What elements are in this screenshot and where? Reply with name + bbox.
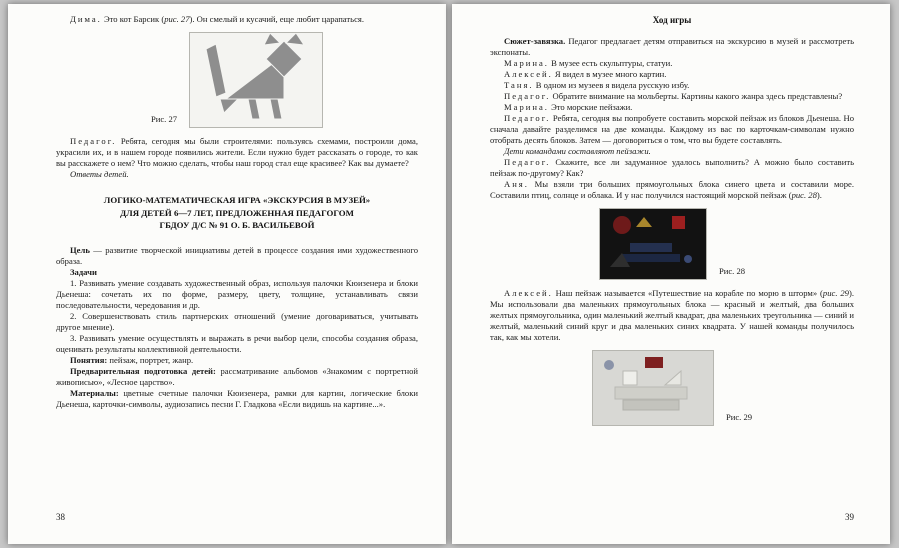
paragraph-text: пейзаж, портрет, жанр. — [107, 354, 194, 365]
paragraph-text: цветные счетные палочки Кюизенера, рамки для картин, логические блоки Дьенеша, карточки-символы, аудиозапись песни Г. Гладкова «Если видишь на картине...». — [56, 387, 418, 409]
stage-direction: Ответы детей. — [70, 169, 129, 179]
speaker-name: Педагог. — [504, 113, 551, 123]
figure-ref: рис. 28 — [791, 190, 817, 200]
paragraph-aleksey — [490, 288, 854, 343]
figure-27-caption: Рис. 27 — [150, 114, 178, 124]
paragraph-pedagog — [56, 136, 418, 169]
paragraph-materials — [56, 388, 418, 410]
heading-line: ГБДОУ Д/С № 91 О. Б. ВАСИЛЬЕВОЙ — [159, 220, 315, 230]
page-38 — [8, 4, 446, 544]
paragraph-dima — [56, 14, 418, 25]
lead-in: Понятия: — [70, 354, 108, 365]
page-39 — [452, 4, 890, 544]
page-number-39: 39 — [845, 512, 854, 522]
speaker-name: Таня. — [504, 80, 534, 90]
paragraph-text: ). Мы использовали два маленьких прямоугольных блока — красный и желтый, два больших желтых прямоугольника, один маленький желтый квадрат, два маленьких треугольника — синий и желтый, маленький синий круг и два маленьких синих квадрата. У нашей команды получилось так, как мы хотели. — [490, 288, 854, 342]
paragraph-text: Скажите, все ли задуманное удалось выполнить? А можно было составить пейзаж по-другому? Как? — [490, 157, 854, 178]
figure-29 — [490, 350, 854, 426]
paragraph-text: Это морские пейзажи. — [548, 102, 633, 112]
figure-28-caption: Рис. 28 — [718, 266, 746, 276]
lead-in: Предварительная подготовка детей: — [70, 365, 216, 376]
lead-in: Материалы: — [70, 387, 119, 398]
speaker-name: Марина. — [504, 102, 549, 112]
paragraph-text: — развитие творческой инициативы детей в процессе создания ими художественного образа. — [56, 244, 418, 266]
paragraph-concepts — [56, 355, 418, 366]
figure-ref: рис. 27 — [164, 14, 190, 24]
speaker-name: Алексей. — [504, 288, 553, 298]
paragraph-text: В музее есть скульптуры, статуи. — [548, 58, 673, 68]
subheading-tasks: Задачи — [70, 266, 97, 277]
paragraph-text: Наш пейзаж называется «Путешествие на корабле по морю в шторм» ( — [552, 288, 823, 298]
task-item-2: 2. Совершенствовать стиль партнерских отношений (умение договариваться, учитывать другое мнение). — [56, 310, 418, 332]
running-head: Ход игры — [652, 15, 692, 25]
speaker-name: Педагог. — [504, 157, 551, 167]
lead-in: Сюжет-завязка. — [504, 36, 566, 46]
speaker-name: Педагог. — [70, 136, 117, 146]
speaker-name: Педагог. — [504, 91, 551, 101]
lead-in: Цель — [70, 244, 90, 255]
figure-28 — [490, 208, 854, 280]
figure-29-image — [592, 350, 714, 426]
figure-ref: рис. 29 — [822, 288, 849, 298]
blocks-seascape-photo — [600, 209, 706, 279]
paragraph-tanya — [490, 80, 854, 91]
paragraph-text: Ребята, сегодня вы попробуете составить морской пейзаж из блоков Дьенеша. Но сначала давайте разделимся на две команды. Каждому из вас по карточкам-символам нужно отобрать десять блоков. Затем — договориться о том, что вы будете составлять. — [490, 113, 854, 145]
heading-line: ЛОГИКО-МАТЕМАТИЧЕСКАЯ ИГРА «ЭКСКУРСИЯ В МУЗЕЙ» — [103, 195, 371, 205]
paragraph-marina — [490, 102, 854, 113]
page-number-38: 38 — [56, 512, 65, 522]
speaker-name: Марина. — [504, 58, 549, 68]
paragraph-pedagog — [490, 113, 854, 146]
paragraph-text: Обратите внимание на мольберты. Картины какого жанра здесь представлены? — [550, 91, 843, 101]
paragraph-text: ). Он смелый и кусачий, еще любит царапаться. — [189, 14, 364, 24]
figure-29-caption: Рис. 29 — [725, 412, 753, 422]
heading-line: ДЛЯ ДЕТЕЙ 6—7 ЛЕТ, ПРЕДЛОЖЕННАЯ ПЕДАГОГОМ — [120, 207, 354, 218]
paragraph-text: ). — [816, 190, 822, 200]
paragraph-pedagog — [490, 91, 854, 102]
paragraph-pedagog — [490, 157, 854, 179]
figure-28-image — [599, 208, 707, 280]
paragraph-text: рассматривание альбомов «Знакомим с портретной живописью», «Лесное царство». — [56, 365, 418, 387]
stage-direction: Дети командами составляют пейзажи. — [504, 146, 651, 156]
paragraph-text: Это кот Барсик ( — [101, 14, 165, 24]
figure-27 — [56, 32, 418, 128]
section-heading — [56, 194, 418, 232]
speaker-name: Дима. — [70, 14, 102, 24]
paragraph-preparation — [56, 366, 418, 388]
paragraph-goal — [56, 245, 418, 267]
paragraph-aleksey — [490, 69, 854, 80]
paragraph-text: Ребята, сегодня мы были строителями: пользуясь схемами, построили дома, украсили их, и в нашем городе появились жители. Если нужно будет рассказать о городе, то как вы расскажете о нем? Что можно сделать, чтобы наш город стал еще красивее? Как вы думаете? — [56, 136, 418, 168]
paragraph-marina — [490, 58, 854, 69]
figure-27-image — [189, 32, 323, 128]
task-item-1: 1. Развивать умение создавать художественный образ, используя палочки Кюизенера и блоки Дьенеша: сочетать их по форме, размеру, цвету, толщине, устанавливать связи последовательности, чередования и др. — [56, 277, 418, 310]
paragraph-text: Мы взяли три больших прямоугольных блока синего цвета и составили море. Составили птиц, солнце и облака. И у нас получился настоящий морской пейзаж ( — [490, 179, 854, 200]
paragraph-plot — [490, 36, 854, 58]
task-item-3: 3. Развивать умение осуществлять и выражать в речи выбор цели, способы создания образа, оценивать результаты коллективной деятельности. — [56, 332, 418, 354]
paragraph-anya — [490, 179, 854, 201]
tangram-cat-graphic — [190, 33, 322, 127]
blocks-ship-photo — [593, 351, 713, 425]
paragraph-text: Педагог предлагает детям отправиться на экскурсию в музей и рассмотреть экспонаты. — [490, 36, 854, 57]
speaker-name: Аня. — [504, 179, 529, 189]
speaker-name: Алексей. — [504, 69, 553, 79]
paragraph-text: В одном из музеев я видела русскую избу. — [533, 80, 690, 90]
paragraph-text: Я видел в музее много картин. — [552, 69, 667, 79]
